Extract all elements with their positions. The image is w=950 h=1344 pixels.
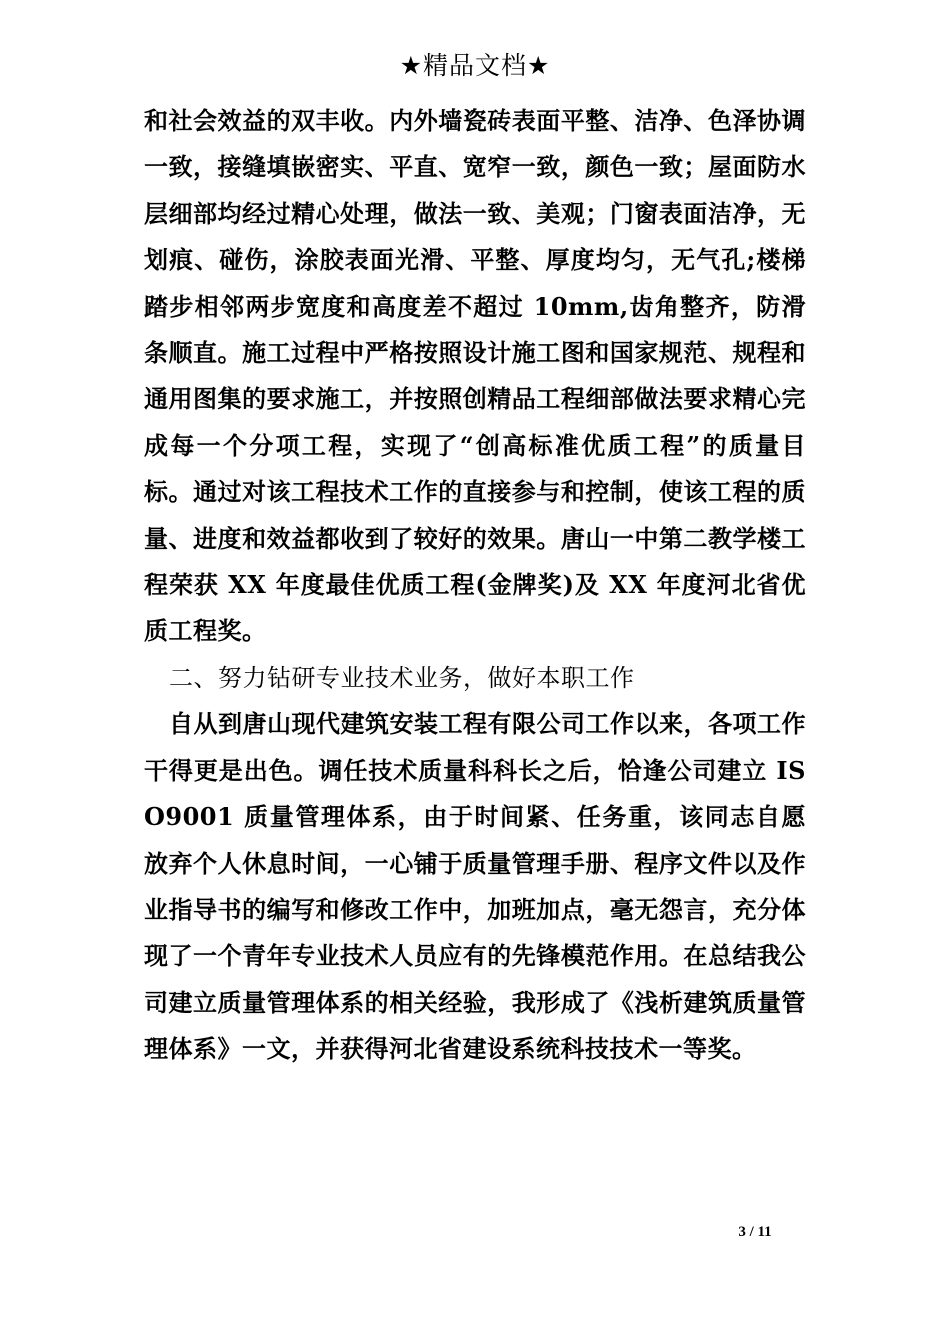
- document-body: [144, 98, 806, 1073]
- page-number: 3 / 11: [738, 1224, 772, 1240]
- body-paragraph: 自从到唐山现代建筑安装工程有限公司工作以来，各项工作干得更是出色。调任技术质量科科长之后，恰逢公司建立 ISO9001 质量管理体系，由于时间紧、任务重，该同志自愿放弃个人休息时间，一心铺于质量管理手册、程序文件以及作业指导书的编写和修改工作中，加班加点，毫无怨言，充分体现了一个青年专业技术人员应有的先锋模范作用。在总结我公司建立质量管理体系的相关经验，我形成了《浅析建筑质量管理体系》一文，并获得河北省建设系统科技技术一等奖。: [144, 709, 806, 1064]
- page-header: ★精品文档★: [399, 51, 551, 80]
- body-paragraph-continued: 和社会效益的双丰收。内外墙瓷砖表面平整、洁净、色泽协调一致，接缝填嵌密实、平直、宽窄一致，颜色一致；屋面防水层细部均经过精心处理，做法一致、美观；门窗表面洁净，无划痕、碰伤，涂胶表面光滑、平整、厚度均匀，无气孔;楼梯踏步相邻两步宽度和高度差不超过 10mm,齿角整齐，防滑条顺直。施工过程中严格按照设计施工图和国家规范、规程和通用图集的要求施工，并按照创精品工程细部做法要求精心完成每一个分项工程，实现了“创高标准优质工程”的质量目标。通过对该工程技术工作的直接参与和控制，使该工程的质量、进度和效益都收到了较好的效果。唐山一中第二教学楼工程荣获 XX 年度最佳优质工程(金牌奖)及 XX 年度河北省优质工程奖。: [144, 106, 806, 646]
- section-heading: 二、努力钻研专业技术业务，做好本职工作: [169, 663, 635, 692]
